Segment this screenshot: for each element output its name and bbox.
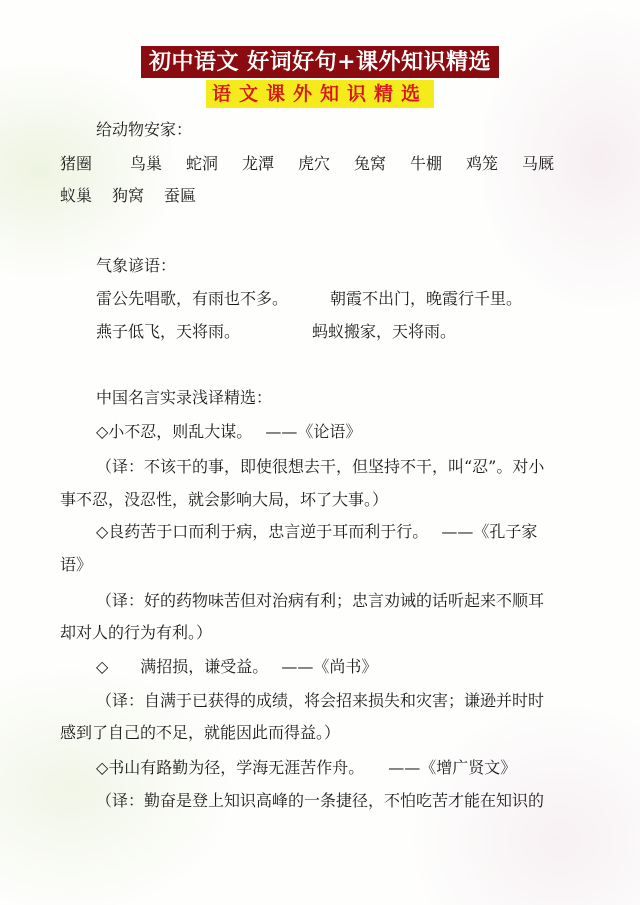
- weather-heading: 气象谚语：: [96, 256, 177, 275]
- quote-3: ◇ 满招损，谦受益。 ——《尚书》: [96, 657, 378, 676]
- animals-heading: 给动物安家：: [96, 120, 193, 139]
- animal-home: 龙潭: [242, 154, 275, 173]
- animal-home: 鸡笼: [466, 154, 499, 173]
- animal-home: 蚁巢: [60, 186, 93, 205]
- quote-1-translation: （译：不该干的事，即使很想去干，但坚持不干，叫“忍”。对小: [96, 457, 545, 476]
- quote-1: ◇小不忍，则乱大谋。 ——《论语》: [96, 422, 362, 441]
- quote-3-translation-cont: 感到了自己的不足，就能因此而得益。）: [60, 723, 341, 742]
- animal-homes-row-1: [60, 152, 554, 176]
- weather-proverb-row-1: [96, 287, 522, 311]
- animal-home: 猪圈: [60, 154, 93, 173]
- animal-home: 狗窝: [112, 186, 145, 205]
- quote-2-translation: （译：好的药物味苦但对治病有利；忠言劝诫的话听起来不顺耳: [96, 591, 545, 610]
- animal-home: 蚕匾: [164, 186, 197, 205]
- quote-1-translation-cont: 事不忍，没忍性，就会影响大局，坏了大事。）: [60, 490, 389, 509]
- quote-2-translation-cont: 却对人的行为有利。）: [60, 623, 213, 642]
- sub-title: 语文课外知识精选: [206, 80, 434, 108]
- animal-home: 兔窝: [354, 154, 387, 173]
- quote-3-translation: （译：自满于已获得的成绩，将会招来损失和灾害；谦逊并时时: [96, 691, 545, 710]
- animal-home: 蛇洞: [186, 154, 219, 173]
- animal-home: 牛棚: [410, 154, 443, 173]
- main-title: 初中语文 好词好句+课外知识精选: [141, 46, 499, 78]
- animal-home: 马厩: [522, 154, 555, 173]
- quote-4-translation: （译：勤奋是登上知识高峰的一条捷径，不怕吃苦才能在知识的: [96, 791, 545, 810]
- weather-proverb: 雷公先唱歌，有雨也不多。: [96, 289, 289, 308]
- weather-proverb-row-2: [96, 320, 456, 344]
- weather-proverb: 蚂蚁搬家，天将雨。: [312, 322, 457, 341]
- weather-proverb: 朝霞不出门，晚霞行千里。: [330, 289, 523, 308]
- quote-4: ◇书山有路勤为径，学海无涯苦作舟。 ——《增广贤文》: [96, 758, 517, 777]
- quotes-heading: 中国名言实录浅译精选：: [96, 388, 273, 407]
- animal-home: 虎穴: [298, 154, 331, 173]
- quote-2-cont: 语》: [60, 555, 93, 574]
- animal-homes-row-2: [60, 184, 196, 208]
- title-block: [0, 46, 640, 108]
- animal-home: 鸟巢: [130, 154, 163, 173]
- quote-2: ◇良药苦于口而利于病，忠言逆于耳而利于行。 ——《孔子家: [96, 522, 538, 541]
- weather-proverb: 燕子低飞，天将雨。: [96, 322, 241, 341]
